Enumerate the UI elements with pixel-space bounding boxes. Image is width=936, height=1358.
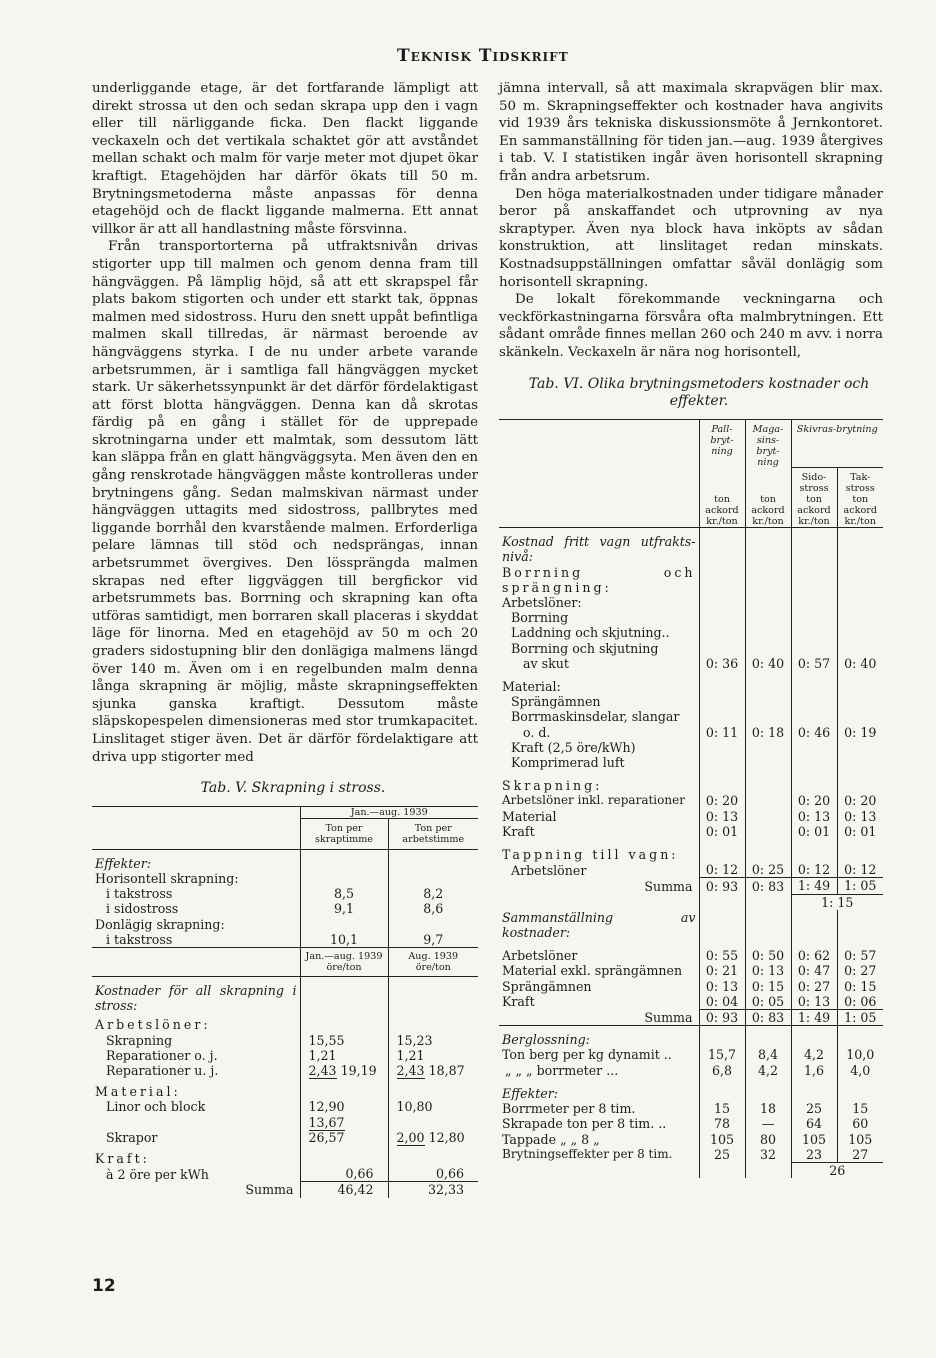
page-number: 12	[92, 1276, 116, 1296]
row-label: Kraft:	[95, 1151, 150, 1166]
ratio-cell: 26	[791, 1162, 883, 1178]
cell: 15	[699, 1101, 745, 1116]
cell: 105	[699, 1132, 745, 1147]
unit-header: ton ackord kr./ton	[745, 468, 791, 528]
row-label: Brytningseffekter per 8 tim.	[502, 1147, 673, 1162]
cell: 0: 47	[791, 963, 837, 978]
paragraph: Den höga materialkostnaden under tidigare månader beror på anskaffandet och utprovning av nya skraptyper. Även nya block hava inköpts av sådan konstruktion, att linslitaget redan minskats. Kostnadsuppställningen omfattar såväl donlägig som horisontell skrapning.	[499, 186, 883, 290]
paragraph: jämna intervall, så att maximala skrapvägen blir max. 50 m. Skrapningseffekter och kostnader hava angivits vid 1939 års tekniska diskussionsmöte å Jernkontoret. En sammanställning för tiden jan.—aug. 1939 återgives i tab. V. I statistiken ingår även horisontell skrapning från andra arbetsrum.	[499, 81, 883, 184]
cell: 0: 50	[745, 948, 791, 963]
cell: 10,1	[300, 932, 388, 948]
cell: 0: 13	[837, 809, 883, 824]
row-label: Kraft	[502, 994, 535, 1010]
row-label: Borrning	[511, 610, 569, 626]
col-header: Maga-sins-bryt-ning	[745, 419, 791, 468]
cell	[745, 809, 791, 824]
cell: —	[745, 1116, 791, 1131]
subtotal: 19,19	[340, 1062, 377, 1078]
cell	[745, 793, 791, 808]
sum-cell: 0: 93	[699, 1010, 745, 1026]
row-label: Sprängämnen	[511, 694, 601, 710]
cell: 0: 15	[837, 979, 883, 994]
cell: 0: 36	[699, 656, 745, 671]
row-label: o. d.	[523, 724, 551, 740]
cell: 2,00	[396, 1129, 425, 1145]
right-column	[499, 80, 883, 1178]
sum-cell: 1: 05	[837, 1010, 883, 1026]
row-label: Borrning och skjutning	[511, 640, 659, 656]
sum-cell: 1: 49	[791, 878, 837, 894]
cell: 0: 13	[699, 979, 745, 994]
subtotal: 26,57	[308, 1129, 345, 1145]
cell: 15,7	[699, 1047, 745, 1062]
cell: 8,2	[388, 886, 478, 901]
cell: 0: 20	[791, 793, 837, 808]
period-header: Jan.—aug. 1939	[300, 806, 478, 818]
row-label: à 2 öre per kWh	[106, 1166, 209, 1182]
row-label: Kraft	[502, 823, 535, 839]
cell: 10,80	[388, 1099, 478, 1114]
cell: 0: 06	[837, 994, 883, 1010]
section-label: Effekter:	[95, 855, 151, 871]
cell: 60	[837, 1116, 883, 1131]
col-header: Ton per skraptimme	[300, 818, 388, 849]
cell: 0: 12	[837, 862, 883, 878]
sum-cell: 0: 93	[699, 878, 745, 894]
unit-header: ton ackord kr./ton	[843, 494, 877, 528]
row-label: Arbetslöner inkl. reparationer	[502, 793, 685, 808]
col-header: Pall-bryt-ning	[699, 419, 745, 468]
cell: 2,43	[308, 1062, 337, 1078]
paragraph: De lokalt förekommande veckningarna och veckförkastningarna försvåra ofta malmbrytningen. Ett sådant område finnes mellan 260 och 240 m avv. i norra skänkeln. Veckaxeln är nära nog horisontell,	[499, 292, 883, 360]
cell: 64	[791, 1116, 837, 1131]
col-header: Aug. 1939 öre/ton	[388, 947, 478, 976]
journal-title: Teknisk Tidskrift	[397, 46, 569, 66]
row-label: Material:	[502, 679, 561, 695]
cell: 0: 12	[699, 862, 745, 878]
cell: 0: 04	[699, 994, 745, 1010]
cell: 0: 01	[837, 824, 883, 839]
row-label: Material:	[95, 1084, 181, 1100]
cell: 8,4	[745, 1047, 791, 1062]
paragraph: Från transportorterna på utfraktsnivån drivas stigorter upp till malmen och genom denna fram till hängväggen. På lämplig höjd, så att ett skrapspel får plats bakom stigorten och under ett starkt tak, öppnas malmen med sidostross. Huru den snett uppåt befintliga malmen skall tillredas, är närmast beroende av hängväggens styrka. I de nu under arbete varande arbetsrummen, är i samtliga fall hängväggen mycket stark. Ur säkerhetssynpunkt är det därför fördelaktigast att först blotta hängväggen. Denna kan då skrotas färdig på en gång i stället för de upprepade skrotningarna under ett malmtak, som dessutom lätt kan släppa från en glatt hängväggsyta. Men även den en gång renskrotade hängväggen måste kontrolleras under brytningens gång. Sedan malmskivan närmast under hängväggen uttagits med sidostross, pallbrytes med liggande borrhål den kvarstående malmen. Erforderliga pelare lämnas till stöd och nedsprängas, innan arbetsrummet övergives. Den lössprängda malmen skrapas ned efter liggväggen till bergfickor vid arbetsrummets bas. Borrning och skrapning kan ofta utföras samtidigt, men borraren skall placeras i skyddat läge för linorna. Med en etagehöjd av 50 m och 20 graders sidostupning blir den donlägiga malmens längd över 140 m. Även om i en regelbunden malm denna långa skrapning är möjlig, måste skrapningseffekten sjunka ganska kraftigt. Dessutom måste släpskopespelen dimensioneras med stor trumkapacitet. Linslitaget stiger även. Det är därför fördelaktigare att driva upp stigorter med	[92, 239, 478, 765]
cell: 0: 27	[837, 963, 883, 978]
row-label: Komprimerad luft	[511, 755, 625, 771]
cell: 0: 55	[699, 948, 745, 963]
row-label: Donlägig skrapning:	[95, 916, 225, 932]
table-vi-caption-2: effekter.	[669, 393, 729, 410]
cell: 0,66	[388, 1166, 478, 1182]
sum-cell: 0: 83	[745, 878, 791, 894]
cell: 0: 27	[791, 979, 837, 994]
cell: 0: 19	[837, 725, 883, 740]
cell: 0: 18	[745, 725, 791, 740]
left-column	[92, 80, 478, 1198]
row-label: av skut	[523, 655, 569, 671]
row-label: Arbetslöner	[502, 948, 578, 964]
row-label: Sprängämnen	[502, 978, 592, 994]
row-label: Arbetslöner	[511, 862, 587, 878]
cell: 15,55	[300, 1033, 388, 1048]
sub-header: Sido-stross	[799, 472, 829, 495]
unit-header: ton ackord kr./ton	[699, 468, 745, 528]
sum-cell: 0: 83	[745, 1010, 791, 1026]
total-label: Summa	[245, 1182, 294, 1198]
cell: 6,8	[699, 1063, 745, 1078]
cell: 0: 57	[837, 948, 883, 963]
section-label: Sammanställning av kostnader:	[502, 909, 696, 941]
cell: 32	[745, 1147, 791, 1163]
sum-label: Summa	[644, 878, 693, 894]
cell: 0: 46	[791, 725, 837, 740]
row-label: Reparationer o. j.	[106, 1047, 218, 1063]
cell: 1,21	[388, 1048, 478, 1063]
row-label: „ „ „ borrmeter ...	[505, 1062, 619, 1078]
cell: 105	[791, 1132, 837, 1147]
row-label: Linor och block	[106, 1099, 206, 1115]
cell: 0: 01	[791, 824, 837, 839]
row-label: Arbetslöner:	[502, 595, 582, 610]
cell: 0,66	[300, 1166, 388, 1182]
sum-label: Summa	[499, 1010, 699, 1026]
section-label: Kostnad fritt vagn utfrakts-nivå:	[502, 534, 696, 565]
cell: 27	[837, 1147, 883, 1163]
cell: 0: 21	[699, 963, 745, 978]
cell: 4,2	[745, 1063, 791, 1078]
sum-cell: 1: 05	[837, 878, 883, 894]
subtotal: 12,80	[428, 1129, 465, 1145]
cell: 25	[699, 1147, 745, 1163]
row-label: Horisontell skrapning:	[95, 870, 239, 886]
col-header: Skivras-brytning	[791, 419, 883, 468]
row-label: Skrapor	[106, 1129, 158, 1145]
cell: 23	[791, 1147, 837, 1163]
cell: 10,0	[837, 1047, 883, 1062]
cell: 9,7	[388, 932, 478, 948]
row-label: Ton berg per kg dynamit ..	[502, 1047, 672, 1063]
cell: 0: 12	[791, 862, 837, 878]
sum-cell: 1: 49	[791, 1010, 837, 1026]
cell: 9,1	[300, 901, 388, 916]
row-label: Kraft (2,5 öre/kWh)	[511, 739, 636, 755]
cell: 4,0	[837, 1063, 883, 1078]
section-label: Skrapning:	[502, 778, 603, 794]
cell: 15	[837, 1101, 883, 1116]
cell: 0: 40	[837, 656, 883, 671]
cell: 12,90	[300, 1099, 388, 1114]
row-label: Tappade „ „ 8 „	[502, 1131, 600, 1147]
cell: 105	[837, 1132, 883, 1147]
section-label: Tappning till vagn:	[502, 847, 679, 863]
row-label: i takstross	[106, 886, 173, 902]
cell	[745, 824, 791, 839]
row-label: i sidostross	[106, 901, 179, 917]
cell: 0: 01	[699, 824, 745, 839]
sub-header: Tak-stross	[845, 472, 875, 495]
cell: 4,2	[791, 1047, 837, 1062]
unit-header: ton ackord kr./ton	[797, 494, 831, 528]
row-label: Material exkl. sprängämnen	[502, 963, 683, 979]
row-label: Borrmeter per 8 tim.	[502, 1101, 636, 1117]
cell: 0: 20	[837, 793, 883, 808]
cell: 15,23	[388, 1033, 478, 1048]
cell: 0: 05	[745, 994, 791, 1010]
paragraph: underliggande etage, är det fortfarande lämpligt att direkt strossa ut den och sedan skrapa upp den i vagn eller till närliggande ficka. Den flackt liggande veckaxeln och det vertikala schaktet gör att avståndet mellan schakt och malm för varje meter mot djupet ökar kraftigt. Etagehöjden har därför ökats till 50 m. Brytningsmetoderna måste anpassas för denna etagehöjd och de flackt liggande malmerna. Ett annat villkor är att all handlastning måste försvinna.	[92, 81, 478, 237]
section-label: Kostnader för all skrapning i stross:	[95, 982, 297, 1014]
section-label: Berglossning:	[502, 1032, 590, 1048]
ratio-cell: 1: 15	[791, 894, 883, 910]
table-vi	[499, 419, 883, 1178]
col-header: Ton per arbetstimme	[388, 818, 478, 849]
cell: 78	[699, 1116, 745, 1131]
cell: 1,21	[300, 1048, 388, 1063]
row-label: Material	[502, 808, 557, 824]
row-label: Borrmaskinsdelar, slangar	[511, 709, 680, 725]
cell: 0: 11	[699, 725, 745, 740]
table-vi-caption: Tab. VI. Olika brytningsmetoders kostnader och	[528, 375, 870, 392]
cell: 18	[745, 1101, 791, 1116]
cell: 8,5	[300, 886, 388, 901]
cell: 0: 20	[699, 793, 745, 808]
cell: 1,6	[791, 1063, 837, 1078]
cell: 0: 13	[791, 994, 837, 1010]
cell: 0: 57	[791, 656, 837, 671]
cell: 13,67	[308, 1114, 345, 1130]
table-v-caption: Tab. V. Skrapning i stross.	[200, 780, 386, 797]
total-cell: 32,33	[388, 1182, 478, 1198]
row-label: Skrapning	[106, 1032, 173, 1048]
row-label: Arbetslöner:	[95, 1017, 211, 1033]
subtotal: 18,87	[428, 1062, 465, 1078]
section-label: Effekter:	[502, 1085, 558, 1101]
cell: 80	[745, 1132, 791, 1147]
row-label: Skrapade ton per 8 tim. ..	[502, 1116, 667, 1132]
section-label: Borrning och sprängning:	[502, 564, 696, 595]
row-label: Laddning och skjutning..	[511, 625, 670, 641]
col-header: Jan.—aug. 1939 öre/ton	[300, 947, 388, 976]
cell: 2,43	[396, 1062, 425, 1078]
cell: 0: 13	[791, 809, 837, 824]
row-label: i takstross	[106, 931, 173, 947]
table-v	[92, 806, 478, 1198]
cell: 0: 62	[791, 948, 837, 963]
cell: 0: 40	[745, 656, 791, 671]
cell: 0: 13	[699, 809, 745, 824]
cell: 0: 13	[745, 963, 791, 978]
cell: 0: 15	[745, 979, 791, 994]
total-cell: 46,42	[300, 1182, 388, 1198]
cell: 0: 25	[745, 862, 791, 878]
cell: 25	[791, 1101, 837, 1116]
row-label: Reparationer u. j.	[106, 1062, 219, 1078]
cell: 8,6	[388, 901, 478, 916]
